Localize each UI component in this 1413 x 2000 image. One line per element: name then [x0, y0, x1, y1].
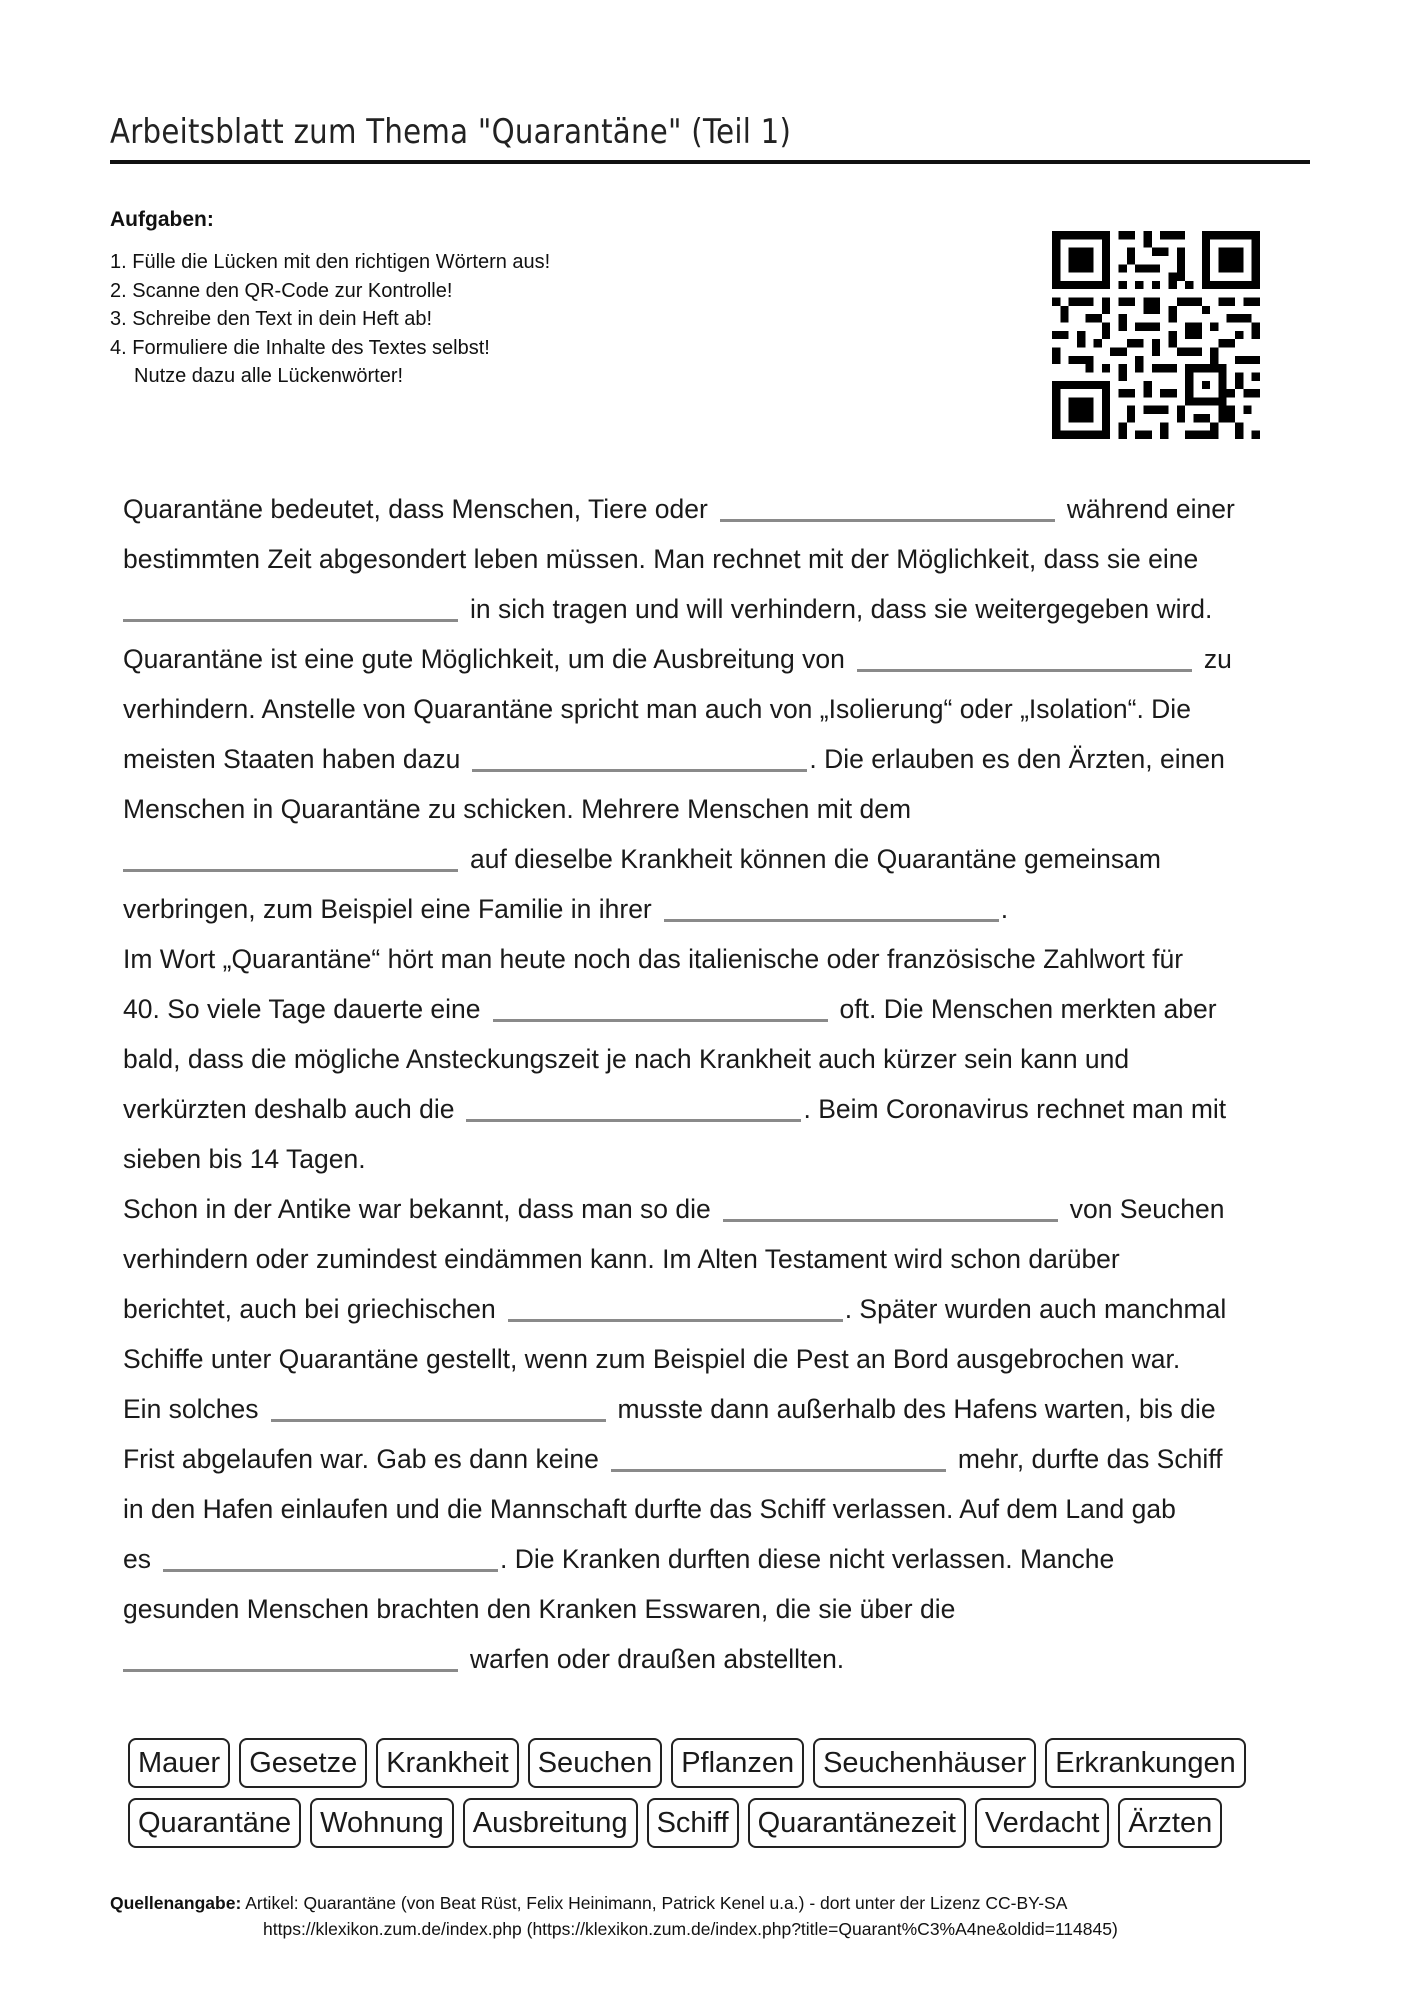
text-line — [123, 734, 1303, 784]
text-line: Im Wort „Quarantäne“ hört man heute noch das italienische oder französische Zahlwort für — [123, 944, 1184, 974]
qr-code-icon[interactable] — [1052, 231, 1260, 439]
blank-gap[interactable] — [723, 1218, 1058, 1222]
text-segment: mehr, durfte das Schiff — [957, 1444, 1223, 1474]
cloze-text — [123, 484, 1303, 1684]
text-line — [123, 1284, 1303, 1334]
blank-gap[interactable] — [466, 1118, 801, 1122]
text-line: in den Hafen einlaufen und die Mannschaft durfte das Schiff verlassen. Auf dem Land gab — [123, 1494, 1176, 1524]
title-underline — [110, 160, 1310, 164]
text-segment: Ein solches — [123, 1394, 259, 1424]
text-line — [123, 1534, 1303, 1584]
tasks-heading: Aufgaben: — [110, 208, 214, 231]
word-bank-row — [128, 1798, 1308, 1848]
word-bank-row — [128, 1738, 1308, 1788]
text-line: sieben bis 14 Tagen. — [123, 1144, 366, 1174]
source-text: Artikel: Quarantäne (von Beat Rüst, Felix Heinimann, Patrick Kenel u.a.) - dort unter der Lizenz CC-BY-SA — [245, 1893, 1068, 1913]
blank-gap[interactable] — [493, 1018, 828, 1022]
text-segment: Schon in der Antike war bekannt, dass man so die — [123, 1194, 711, 1224]
task-item: 2. Scanne den QR-Code zur Kontrolle! — [110, 279, 453, 302]
text-segment: . Beim Coronavirus rechnet man mit — [803, 1094, 1227, 1124]
source-attribution — [110, 1890, 1118, 1942]
text-line — [123, 1084, 1303, 1134]
text-line — [123, 634, 1303, 684]
text-segment: oft. Die Menschen merkten aber — [839, 994, 1217, 1024]
task-item: 3. Schreibe den Text in dein Heft ab! — [110, 308, 433, 330]
text-line: bestimmten Zeit abgesondert leben müssen. Man rechnet mit der Möglichkeit, dass sie eine — [123, 544, 1199, 574]
text-segment: musste dann außerhalb des Hafens warten, bis die — [617, 1394, 1216, 1424]
text-segment: auf dieselbe Krankheit können die Quarantäne gemeinsam — [470, 844, 1161, 874]
text-line — [123, 1384, 1303, 1434]
blank-gap[interactable] — [720, 518, 1055, 522]
blank-gap[interactable] — [271, 1418, 606, 1422]
task-item: 4. Formuliere die Inhalte des Textes selbst! — [110, 336, 490, 359]
blank-gap[interactable] — [472, 768, 807, 772]
text-line — [123, 834, 1303, 884]
blank-gap[interactable] — [123, 618, 458, 622]
blank-gap[interactable] — [857, 668, 1192, 672]
text-line: verhindern oder zumindest eindämmen kann. Im Alten Testament wird schon darüber — [123, 1244, 1120, 1274]
blank-gap[interactable] — [123, 868, 458, 872]
word-chip[interactable]: Schiff — [647, 1798, 739, 1848]
word-chip[interactable]: Erkrankungen — [1045, 1738, 1246, 1788]
word-chip[interactable]: Ärzten — [1118, 1798, 1222, 1848]
text-segment: . — [1000, 894, 1009, 924]
word-chip[interactable]: Wohnung — [310, 1798, 454, 1848]
text-line — [123, 884, 1303, 934]
tasks-list — [110, 248, 550, 391]
word-bank — [128, 1738, 1308, 1858]
text-line — [123, 484, 1303, 534]
word-chip[interactable]: Krankheit — [376, 1738, 519, 1788]
text-segment: von Seuchen — [1069, 1194, 1225, 1224]
text-segment: es — [123, 1544, 151, 1574]
text-line — [123, 1634, 1303, 1684]
text-segment: zu — [1203, 644, 1232, 674]
page-title: Arbeitsblatt zum Thema "Quarantäne" (Teil 1) — [110, 112, 792, 152]
text-segment: Quarantäne ist eine gute Möglichkeit, um die Ausbreitung von — [123, 644, 845, 674]
text-line: verhindern. Anstelle von Quarantäne spricht man auch von „Isolierung“ oder „Isolation“. Die — [123, 694, 1191, 724]
text-segment: . Später wurden auch manchmal — [844, 1294, 1227, 1324]
blank-gap[interactable] — [664, 918, 999, 922]
text-segment: verkürzten deshalb auch die — [123, 1094, 455, 1124]
blank-gap[interactable] — [508, 1318, 843, 1322]
text-line — [123, 984, 1303, 1034]
task-item: 1. Fülle die Lücken mit den richtigen Wörtern aus! — [110, 251, 551, 273]
word-chip[interactable]: Gesetze — [239, 1738, 367, 1788]
word-chip[interactable]: Seuchen — [528, 1738, 663, 1788]
text-line: Schiffe unter Quarantäne gestellt, wenn zum Beispiel die Pest an Bord ausgebrochen war. — [123, 1344, 1181, 1374]
text-segment: Frist abgelaufen war. Gab es dann keine — [123, 1444, 599, 1474]
text-line — [123, 1434, 1303, 1484]
word-chip[interactable]: Quarantäne — [128, 1798, 301, 1848]
text-segment: meisten Staaten haben dazu — [123, 744, 461, 774]
word-chip[interactable]: Quarantänezeit — [748, 1798, 966, 1848]
text-segment: . Die Kranken durften diese nicht verlassen. Manche — [500, 1544, 1115, 1574]
word-chip[interactable]: Pflanzen — [671, 1738, 804, 1788]
task-item: Nutze dazu alle Lückenwörter! — [134, 365, 404, 387]
source-label: Quellenangabe: — [110, 1893, 242, 1913]
text-line: Menschen in Quarantäne zu schicken. Mehrere Menschen mit dem — [123, 794, 912, 824]
text-segment: während einer — [1066, 494, 1235, 524]
text-line: gesunden Menschen brachten den Kranken Esswaren, die sie über die — [123, 1594, 956, 1624]
blank-gap[interactable] — [163, 1568, 498, 1572]
text-line: bald, dass die mögliche Ansteckungszeit je nach Krankheit auch kürzer sein kann und — [123, 1044, 1130, 1074]
blank-gap[interactable] — [123, 1668, 458, 1672]
word-chip[interactable]: Verdacht — [975, 1798, 1109, 1848]
word-chip[interactable]: Ausbreitung — [463, 1798, 638, 1848]
text-segment: warfen oder draußen abstellten. — [470, 1644, 845, 1674]
text-line — [123, 584, 1303, 634]
text-segment: . Die erlauben es den Ärzten, einen — [809, 744, 1225, 774]
text-line — [123, 1184, 1303, 1234]
source-link[interactable]: https://klexikon.zum.de/index.php (https://klexikon.zum.de/index.php?title=Quarant%C3%A4ne&oldid=114845) — [263, 1919, 1118, 1939]
text-segment: 40. So viele Tage dauerte eine — [123, 994, 481, 1024]
text-segment: verbringen, zum Beispiel eine Familie in ihrer — [123, 894, 652, 924]
word-chip[interactable]: Mauer — [128, 1738, 230, 1788]
word-chip[interactable]: Seuchenhäuser — [813, 1738, 1036, 1788]
text-segment: in sich tragen und will verhindern, dass sie weitergegeben wird. — [470, 594, 1213, 624]
blank-gap[interactable] — [611, 1468, 946, 1472]
text-segment: Quarantäne bedeutet, dass Menschen, Tiere oder — [123, 494, 708, 524]
text-segment: berichtet, auch bei griechischen — [123, 1294, 496, 1324]
